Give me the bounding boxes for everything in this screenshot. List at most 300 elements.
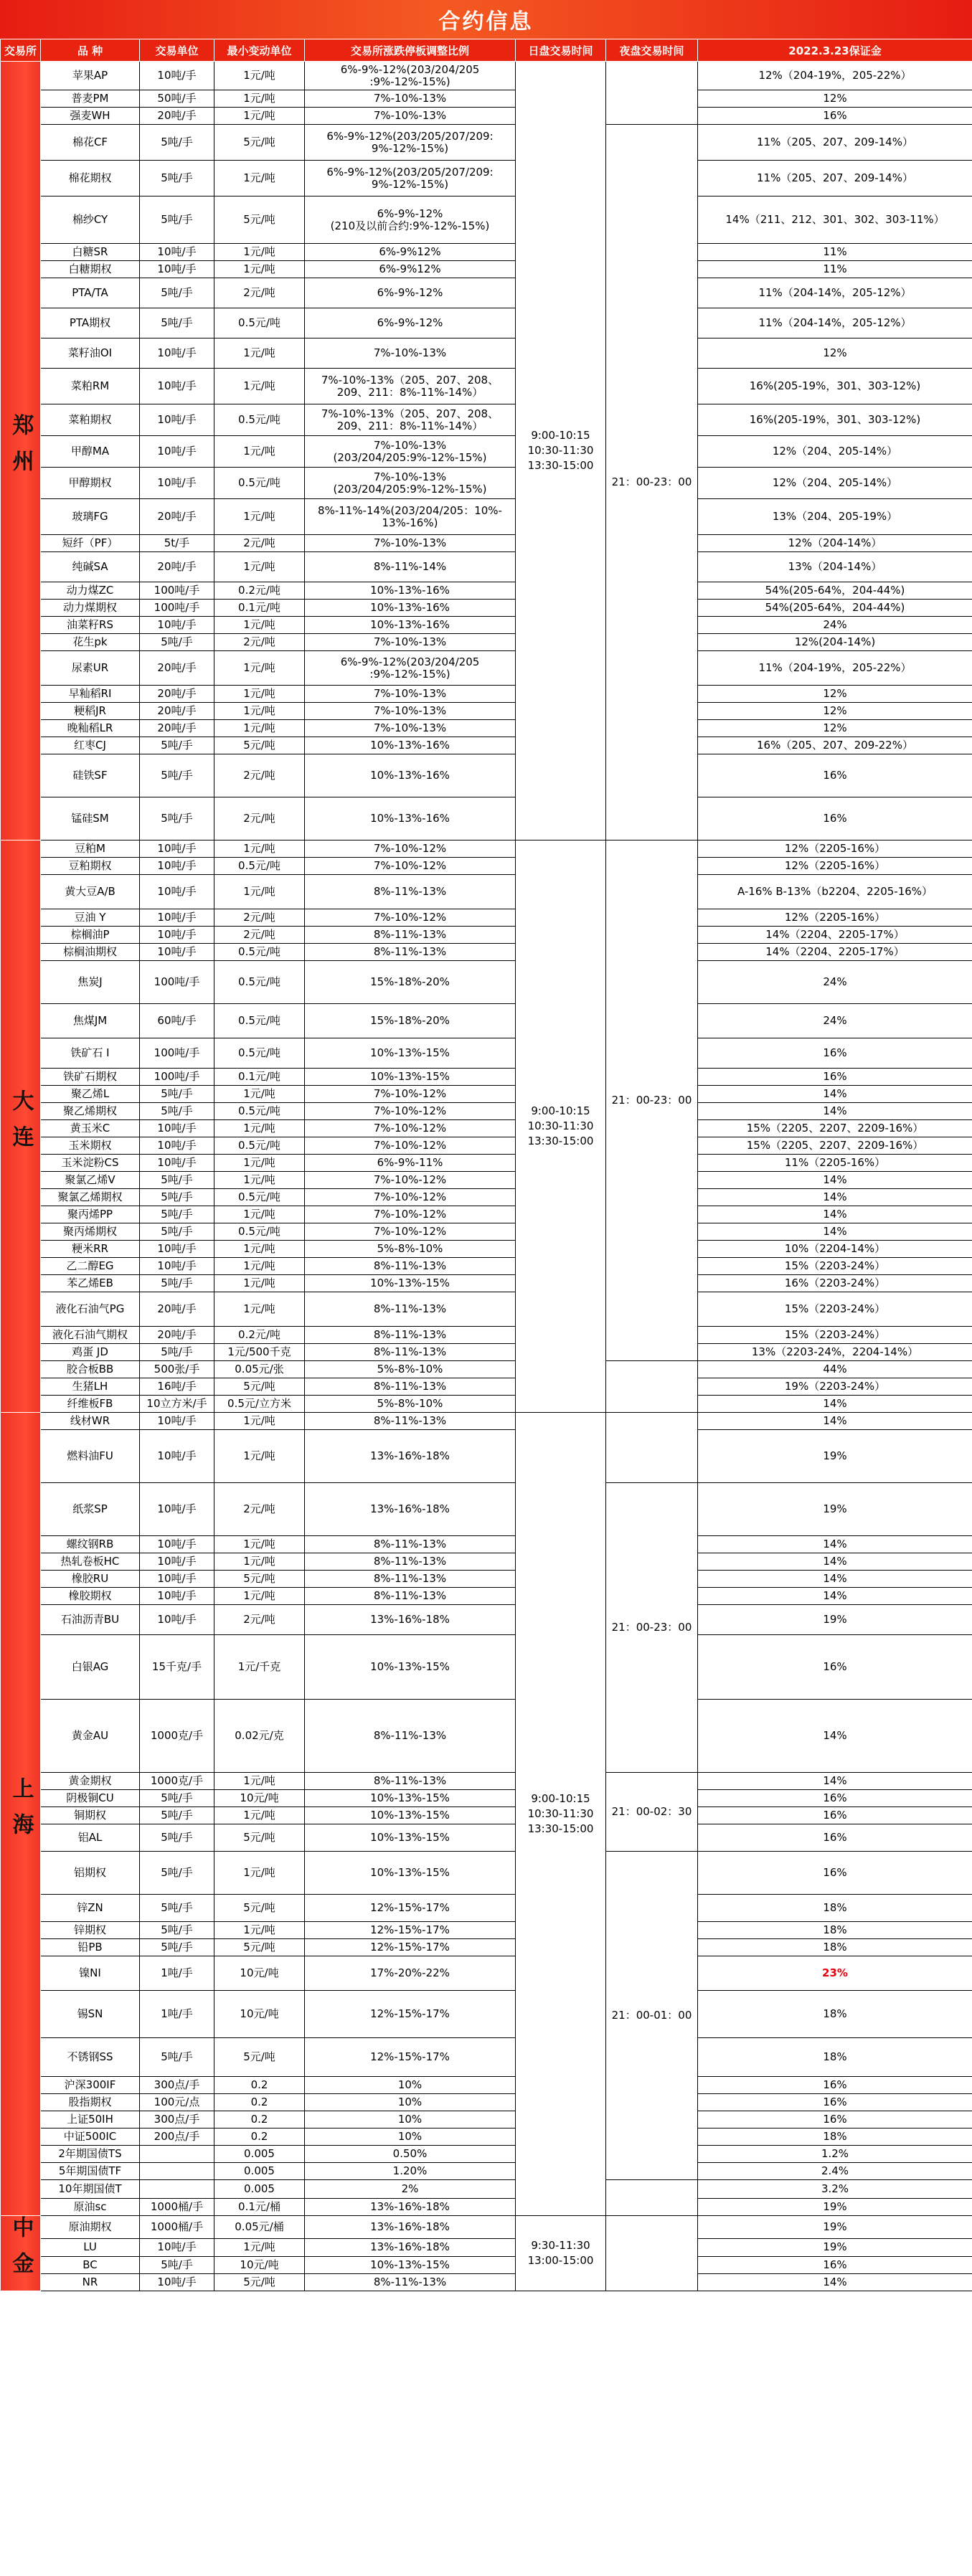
table-row <box>1 634 972 651</box>
product-name-cell: 螺纹钢RB <box>41 1536 140 1553</box>
trading-unit-cell: 20吨/手 <box>140 720 214 737</box>
price-limit-cell: 7%-10%-12% <box>305 1223 516 1241</box>
table-row <box>1 369 972 404</box>
product-name-cell: 聚乙烯L <box>41 1086 140 1103</box>
margin-cell: 18% <box>698 1895 972 1922</box>
trading-unit-cell: 20吨/手 <box>140 1327 214 1344</box>
exchange-name: 中金 <box>8 2216 34 2288</box>
tick-size-cell: 1元/吨 <box>214 1120 305 1137</box>
trading-unit-cell: 10吨/手 <box>140 1241 214 1258</box>
table-row <box>1 338 972 369</box>
product-name-cell: 苹果AP <box>41 62 140 90</box>
trading-unit-cell: 5吨/手 <box>140 1895 214 1922</box>
trading-unit-cell: 10吨/手 <box>140 468 214 499</box>
product-name-cell: BC <box>41 2256 140 2273</box>
margin-cell: 1.2% <box>698 2146 972 2163</box>
trading-unit-cell: 1吨/手 <box>140 1991 214 2038</box>
table-row <box>1 1588 972 1605</box>
table-row <box>1 2038 972 2077</box>
margin-cell: 16%(205-19%，301、303-12%) <box>698 404 972 436</box>
table-row <box>1 1378 972 1396</box>
exchange-name: 郑州 <box>8 413 34 486</box>
price-limit-cell: 13%-16%-18% <box>305 1605 516 1635</box>
margin-cell: 14% <box>698 1553 972 1571</box>
table-row <box>1 1038 972 1069</box>
tick-size-cell: 1元/吨 <box>214 1086 305 1103</box>
trading-unit-cell: 10吨/手 <box>140 261 214 278</box>
price-limit-cell: 8%-11%-14% <box>305 552 516 582</box>
tick-size-cell: 0.5元/吨 <box>214 1137 305 1155</box>
day-session-cell: 9:30-11:30 13:00-15:00 <box>516 2216 606 2291</box>
product-name-cell: 鸡蛋 JD <box>41 1344 140 1361</box>
table-row <box>1 2077 972 2094</box>
margin-cell: 18% <box>698 1922 972 1939</box>
product-name-cell: 豆粕M <box>41 840 140 858</box>
tick-size-cell: 2元/吨 <box>214 927 305 944</box>
margin-cell: 18% <box>698 1939 972 1956</box>
price-limit-cell: 10%-13%-15% <box>305 1635 516 1700</box>
product-name-cell: 镍NI <box>41 1956 140 1991</box>
table-row <box>1 1605 972 1635</box>
table-row <box>1 797 972 840</box>
product-name-cell: 聚丙烯期权 <box>41 1223 140 1241</box>
trading-unit-cell <box>140 2146 214 2163</box>
price-limit-cell: 7%-10%-13% <box>305 703 516 720</box>
trading-unit-cell: 100吨/手 <box>140 600 214 617</box>
table-row <box>1 125 972 161</box>
tick-size-cell: 0.1元/吨 <box>214 1069 305 1086</box>
price-limit-cell: 7%-10%-12% <box>305 1103 516 1120</box>
trading-unit-cell: 5吨/手 <box>140 1852 214 1895</box>
table-row <box>1 552 972 582</box>
tick-size-cell: 1元/吨 <box>214 1258 305 1275</box>
price-limit-cell: 10%-13%-15% <box>305 1807 516 1824</box>
tick-size-cell: 0.005 <box>214 2146 305 2163</box>
tick-size-cell: 0.5元/吨 <box>214 858 305 875</box>
margin-cell: 12% <box>698 703 972 720</box>
tick-size-cell: 0.02元/克 <box>214 1700 305 1773</box>
tick-size-cell: 1元/吨 <box>214 108 305 125</box>
price-limit-cell: 13%-16%-18% <box>305 1483 516 1536</box>
margin-cell: 24% <box>698 617 972 634</box>
trading-unit-cell: 5吨/手 <box>140 1922 214 1939</box>
night-session-cell <box>606 1413 698 1483</box>
table-row <box>1 1396 972 1413</box>
night-session-cell <box>606 2216 698 2291</box>
table-row <box>1 703 972 720</box>
margin-cell: A-16% B-13%（b2204、2205-16%） <box>698 875 972 909</box>
price-limit-cell: 6%-9%-11% <box>305 1155 516 1172</box>
margin-cell: 19% <box>698 1430 972 1483</box>
trading-unit-cell: 10吨/手 <box>140 1430 214 1483</box>
product-name-cell: 石油沥青BU <box>41 1605 140 1635</box>
product-name-cell: 原油期权 <box>41 2216 140 2239</box>
exchange-cell-sh <box>1 1413 41 2216</box>
exchange-cell-zz <box>1 62 41 840</box>
tick-size-cell: 0.05元/张 <box>214 1361 305 1378</box>
product-name-cell: 豆油 Y <box>41 909 140 927</box>
margin-cell: 14% <box>698 1773 972 1790</box>
tick-size-cell: 1元/吨 <box>214 1922 305 1939</box>
table-row <box>1 858 972 875</box>
tick-size-cell: 5元/吨 <box>214 125 305 161</box>
price-limit-cell: 7%-10%-13%（205、207、208、 209、211：8%-11%-14%） <box>305 404 516 436</box>
trading-unit-cell: 1000桶/手 <box>140 2216 214 2239</box>
product-name-cell: 纯碱SA <box>41 552 140 582</box>
table-row <box>1 1344 972 1361</box>
table-row <box>1 278 972 308</box>
tick-size-cell: 0.5元/吨 <box>214 1038 305 1069</box>
price-limit-cell: 7%-10%-13%（205、207、208、 209、211：8%-11%-14%） <box>305 369 516 404</box>
trading-unit-cell: 10吨/手 <box>140 617 214 634</box>
trading-unit-cell: 10吨/手 <box>140 1588 214 1605</box>
trading-unit-cell: 10吨/手 <box>140 2239 214 2256</box>
product-name-cell: 黄金AU <box>41 1700 140 1773</box>
margin-cell: 23% <box>698 1956 972 1991</box>
trading-unit-cell: 10吨/手 <box>140 858 214 875</box>
margin-cell: 14%（2204、2205-17%） <box>698 927 972 944</box>
margin-cell: 12%（204-19%，205-22%） <box>698 62 972 90</box>
trading-unit-cell: 5t/手 <box>140 535 214 552</box>
price-limit-cell: 8%-11%-13% <box>305 1553 516 1571</box>
margin-cell: 11%（205、207、209-14%） <box>698 125 972 161</box>
table-row <box>1 1922 972 1939</box>
product-name-cell: 菜籽油OI <box>41 338 140 369</box>
margin-cell: 16% <box>698 1852 972 1895</box>
table-row <box>1 1635 972 1700</box>
trading-unit-cell: 5吨/手 <box>140 161 214 196</box>
tick-size-cell: 5元/吨 <box>214 1378 305 1396</box>
trading-unit-cell: 5吨/手 <box>140 1206 214 1223</box>
trading-unit-cell: 1000桶/手 <box>140 2199 214 2216</box>
tick-size-cell: 1元/吨 <box>214 1852 305 1895</box>
table-row <box>1 1086 972 1103</box>
table-row <box>1 2094 972 2111</box>
margin-cell: 12% <box>698 90 972 108</box>
price-limit-cell: 15%-18%-20% <box>305 1004 516 1038</box>
margin-cell: 14% <box>698 1413 972 1430</box>
product-name-cell: 沪深300IF <box>41 2077 140 2094</box>
trading-unit-cell: 10吨/手 <box>140 944 214 961</box>
night-session-cell <box>606 1361 698 1413</box>
table-row <box>1 1258 972 1275</box>
price-limit-cell: 7%-10%-13% <box>305 634 516 651</box>
table-row <box>1 2128 972 2146</box>
price-limit-cell: 8%-11%-13% <box>305 1571 516 1588</box>
price-limit-cell: 15%-18%-20% <box>305 961 516 1004</box>
margin-cell: 12%（2205-16%） <box>698 858 972 875</box>
product-name-cell: 黄玉米C <box>41 1120 140 1137</box>
trading-unit-cell: 5吨/手 <box>140 797 214 840</box>
price-limit-cell: 6%-9%-12%(203/205/207/209: 9%-12%-15%) <box>305 161 516 196</box>
price-limit-cell: 8%-11%-13% <box>305 1327 516 1344</box>
trading-unit-cell: 10吨/手 <box>140 436 214 468</box>
price-limit-cell: 7%-10%-12% <box>305 1137 516 1155</box>
margin-cell: 14% <box>698 1189 972 1206</box>
product-name-cell: 聚丙烯PP <box>41 1206 140 1223</box>
header-product: 品 种 <box>41 39 140 62</box>
margin-cell: 16%（205、207、209-22%） <box>698 737 972 754</box>
table-row <box>1 1553 972 1571</box>
margin-cell: 13%（204-14%） <box>698 552 972 582</box>
tick-size-cell: 1元/吨 <box>214 1553 305 1571</box>
product-name-cell: 尿素UR <box>41 651 140 686</box>
product-name-cell: 线材WR <box>41 1413 140 1430</box>
tick-size-cell: 1元/吨 <box>214 62 305 90</box>
tick-size-cell: 1元/吨 <box>214 840 305 858</box>
price-limit-cell: 13%-16%-18% <box>305 2239 516 2256</box>
product-name-cell: 胶合板BB <box>41 1361 140 1378</box>
trading-unit-cell: 10吨/手 <box>140 909 214 927</box>
trading-unit-cell: 5吨/手 <box>140 1939 214 1956</box>
margin-cell: 16% <box>698 2077 972 2094</box>
table-row <box>1 754 972 797</box>
table-row <box>1 535 972 552</box>
price-limit-cell: 7%-10%-12% <box>305 909 516 927</box>
table-row <box>1 651 972 686</box>
margin-cell: 11%（204-14%，205-12%） <box>698 278 972 308</box>
tick-size-cell: 1元/吨 <box>214 2239 305 2256</box>
table-row <box>1 1327 972 1344</box>
table-row <box>1 840 972 858</box>
margin-cell: 16% <box>698 2111 972 2128</box>
margin-cell: 16% <box>698 1635 972 1700</box>
tick-size-cell: 0.5元/吨 <box>214 404 305 436</box>
price-limit-cell: 10%-13%-15% <box>305 1790 516 1807</box>
table-row <box>1 1824 972 1852</box>
table-row <box>1 1852 972 1895</box>
table-row <box>1 1275 972 1292</box>
tick-size-cell: 0.5元/吨 <box>214 1223 305 1241</box>
table-row <box>1 909 972 927</box>
product-name-cell: 焦炭J <box>41 961 140 1004</box>
margin-cell: 12%（2205-16%） <box>698 840 972 858</box>
table-row <box>1 1571 972 1588</box>
trading-unit-cell: 10立方米/手 <box>140 1396 214 1413</box>
product-name-cell: 动力煤ZC <box>41 582 140 600</box>
product-name-cell: 中证500IC <box>41 2128 140 2146</box>
trading-unit-cell: 5吨/手 <box>140 1103 214 1120</box>
margin-cell: 14% <box>698 1103 972 1120</box>
margin-cell: 12%（204-14%） <box>698 535 972 552</box>
product-name-cell: 棕榈油P <box>41 927 140 944</box>
price-limit-cell: 7%-10%-12% <box>305 1086 516 1103</box>
product-name-cell: 锌ZN <box>41 1895 140 1922</box>
price-limit-cell: 12%-15%-17% <box>305 1991 516 2038</box>
table-row <box>1 1483 972 1536</box>
tick-size-cell: 0.005 <box>214 2163 305 2180</box>
price-limit-cell: 7%-10%-12% <box>305 840 516 858</box>
product-name-cell: NR <box>41 2273 140 2291</box>
margin-cell: 11% <box>698 244 972 261</box>
product-name-cell: 乙二醇EG <box>41 1258 140 1275</box>
price-limit-cell: 17%-20%-22% <box>305 1956 516 1991</box>
tick-size-cell: 1元/吨 <box>214 244 305 261</box>
price-limit-cell: 6%-9%12% <box>305 261 516 278</box>
tick-size-cell: 2元/吨 <box>214 1605 305 1635</box>
margin-cell: 19% <box>698 1605 972 1635</box>
price-limit-cell: 10% <box>305 2128 516 2146</box>
trading-unit-cell: 5吨/手 <box>140 125 214 161</box>
trading-unit-cell: 5吨/手 <box>140 754 214 797</box>
night-session-cell: 21：00-23：00 <box>606 125 698 840</box>
table-row <box>1 600 972 617</box>
trading-unit-cell: 20吨/手 <box>140 108 214 125</box>
margin-cell: 16% <box>698 754 972 797</box>
product-name-cell: 热轧卷板HC <box>41 1553 140 1571</box>
table-row <box>1 2180 972 2199</box>
table-row <box>1 1004 972 1038</box>
tick-size-cell: 5元/吨 <box>214 2038 305 2077</box>
trading-unit-cell: 10吨/手 <box>140 1536 214 1553</box>
exchange-cell-zj <box>1 2216 41 2291</box>
price-limit-cell: 7%-10%-13% <box>305 535 516 552</box>
product-name-cell: 红枣CJ <box>41 737 140 754</box>
price-limit-cell: 8%-11%-13% <box>305 1292 516 1327</box>
product-name-cell: 股指期权 <box>41 2094 140 2111</box>
price-limit-cell: 6%-9%-12% (210及以前合约:9%-12%-15%) <box>305 196 516 244</box>
tick-size-cell: 1元/吨 <box>214 720 305 737</box>
trading-unit-cell: 10吨/手 <box>140 840 214 858</box>
trading-unit-cell: 100吨/手 <box>140 1038 214 1069</box>
trading-unit-cell: 20吨/手 <box>140 651 214 686</box>
trading-unit-cell: 10吨/手 <box>140 1571 214 1588</box>
tick-size-cell: 5元/吨 <box>214 1895 305 1922</box>
margin-cell: 14% <box>698 1206 972 1223</box>
table-row <box>1 161 972 196</box>
tick-size-cell: 2元/吨 <box>214 909 305 927</box>
price-limit-cell: 8%-11%-14%(203/204/205：10%- 13%-16%) <box>305 499 516 535</box>
table-row <box>1 468 972 499</box>
tick-size-cell: 0.5元/吨 <box>214 1103 305 1120</box>
product-name-cell: 晚籼稻LR <box>41 720 140 737</box>
margin-cell: 19% <box>698 2199 972 2216</box>
tick-size-cell: 5元/吨 <box>214 1824 305 1852</box>
margin-cell: 14% <box>698 1588 972 1605</box>
margin-cell: 12% <box>698 338 972 369</box>
trading-unit-cell: 10吨/手 <box>140 1155 214 1172</box>
price-limit-cell: 10%-13%-16% <box>305 737 516 754</box>
price-limit-cell: 10%-13%-15% <box>305 1824 516 1852</box>
tick-size-cell: 1元/吨 <box>214 651 305 686</box>
table-row <box>1 1773 972 1790</box>
table-row <box>1 308 972 338</box>
trading-unit-cell: 5吨/手 <box>140 1824 214 1852</box>
night-session-cell: 21：00-01：00 <box>606 1852 698 2180</box>
margin-cell: 14%（2204、2205-17%） <box>698 944 972 961</box>
product-name-cell: LU <box>41 2239 140 2256</box>
trading-unit-cell: 5吨/手 <box>140 1790 214 1807</box>
price-limit-cell: 6%-9%-12% <box>305 278 516 308</box>
product-name-cell: 锌期权 <box>41 1922 140 1939</box>
trading-unit-cell: 500张/手 <box>140 1361 214 1378</box>
margin-cell: 19% <box>698 1483 972 1536</box>
tick-size-cell: 10元/吨 <box>214 2256 305 2273</box>
price-limit-cell: 8%-11%-13% <box>305 1258 516 1275</box>
price-limit-cell: 8%-11%-13% <box>305 1344 516 1361</box>
margin-cell: 11%（204-14%，205-12%） <box>698 308 972 338</box>
price-limit-cell: 7%-10%-13% <box>305 90 516 108</box>
product-name-cell: 燃料油FU <box>41 1430 140 1483</box>
tick-size-cell: 0.5元/吨 <box>214 308 305 338</box>
tick-size-cell: 2元/吨 <box>214 278 305 308</box>
table-row <box>1 1361 972 1378</box>
header-unit: 交易单位 <box>140 39 214 62</box>
trading-unit-cell: 1吨/手 <box>140 1956 214 1991</box>
trading-unit-cell: 10吨/手 <box>140 369 214 404</box>
table-row <box>1 617 972 634</box>
price-limit-cell: 10%-13%-15% <box>305 2256 516 2273</box>
exchange-name: 大连 <box>8 1089 34 1161</box>
trading-unit-cell: 20吨/手 <box>140 552 214 582</box>
margin-cell: 54%(205-64%，204-44%) <box>698 600 972 617</box>
margin-cell: 15%（2205、2207、2209-16%） <box>698 1137 972 1155</box>
table-row <box>1 1172 972 1189</box>
product-name-cell: 聚氯乙烯V <box>41 1172 140 1189</box>
tick-size-cell: 0.5元/吨 <box>214 1004 305 1038</box>
table-row <box>1 737 972 754</box>
tick-size-cell: 0.5元/吨 <box>214 468 305 499</box>
margin-cell: 19% <box>698 2239 972 2256</box>
price-limit-cell: 7%-10%-13% <box>305 720 516 737</box>
margin-cell: 14% <box>698 1086 972 1103</box>
price-limit-cell: 10%-13%-15% <box>305 1038 516 1069</box>
tick-size-cell: 0.5元/吨 <box>214 961 305 1004</box>
product-name-cell: 白糖期权 <box>41 261 140 278</box>
margin-cell: 18% <box>698 2038 972 2077</box>
margin-cell: 14% <box>698 1700 972 1773</box>
trading-unit-cell: 5吨/手 <box>140 278 214 308</box>
tick-size-cell: 10元/吨 <box>214 1790 305 1807</box>
tick-size-cell: 0.2 <box>214 2111 305 2128</box>
table-row <box>1 2163 972 2180</box>
table-row <box>1 944 972 961</box>
product-name-cell: 花生pk <box>41 634 140 651</box>
table-row <box>1 108 972 125</box>
product-name-cell: 锡SN <box>41 1991 140 2038</box>
night-session-cell: 21：00-23：00 <box>606 840 698 1361</box>
tick-size-cell: 1元/吨 <box>214 1241 305 1258</box>
product-name-cell: 10年期国债T <box>41 2180 140 2199</box>
trading-unit-cell: 50吨/手 <box>140 90 214 108</box>
table-row <box>1 1991 972 2038</box>
price-limit-cell: 6%-9%12% <box>305 244 516 261</box>
tick-size-cell: 1元/吨 <box>214 1773 305 1790</box>
trading-unit-cell: 100吨/手 <box>140 1069 214 1086</box>
margin-cell: 14% <box>698 1172 972 1189</box>
tick-size-cell: 1元/吨 <box>214 1807 305 1824</box>
price-limit-cell: 7%-10%-12% <box>305 858 516 875</box>
tick-size-cell: 2元/吨 <box>214 797 305 840</box>
price-limit-cell: 10%-13%-16% <box>305 797 516 840</box>
tick-size-cell: 1元/吨 <box>214 617 305 634</box>
product-name-cell: 锰硅SM <box>41 797 140 840</box>
trading-unit-cell <box>140 2163 214 2180</box>
product-name-cell: 普麦PM <box>41 90 140 108</box>
margin-cell: 11%（2205-16%） <box>698 1155 972 1172</box>
table-row <box>1 2256 972 2273</box>
tick-size-cell: 1元/吨 <box>214 369 305 404</box>
product-name-cell: 不锈钢SS <box>41 2038 140 2077</box>
trading-unit-cell: 5吨/手 <box>140 2038 214 2077</box>
price-limit-cell: 5%-8%-10% <box>305 1241 516 1258</box>
product-name-cell: 苯乙烯EB <box>41 1275 140 1292</box>
table-header-row <box>1 39 972 62</box>
trading-unit-cell: 10吨/手 <box>140 404 214 436</box>
product-name-cell: 液化石油气期权 <box>41 1327 140 1344</box>
margin-cell: 16% <box>698 2094 972 2111</box>
margin-cell: 19%（2203-24%） <box>698 1378 972 1396</box>
